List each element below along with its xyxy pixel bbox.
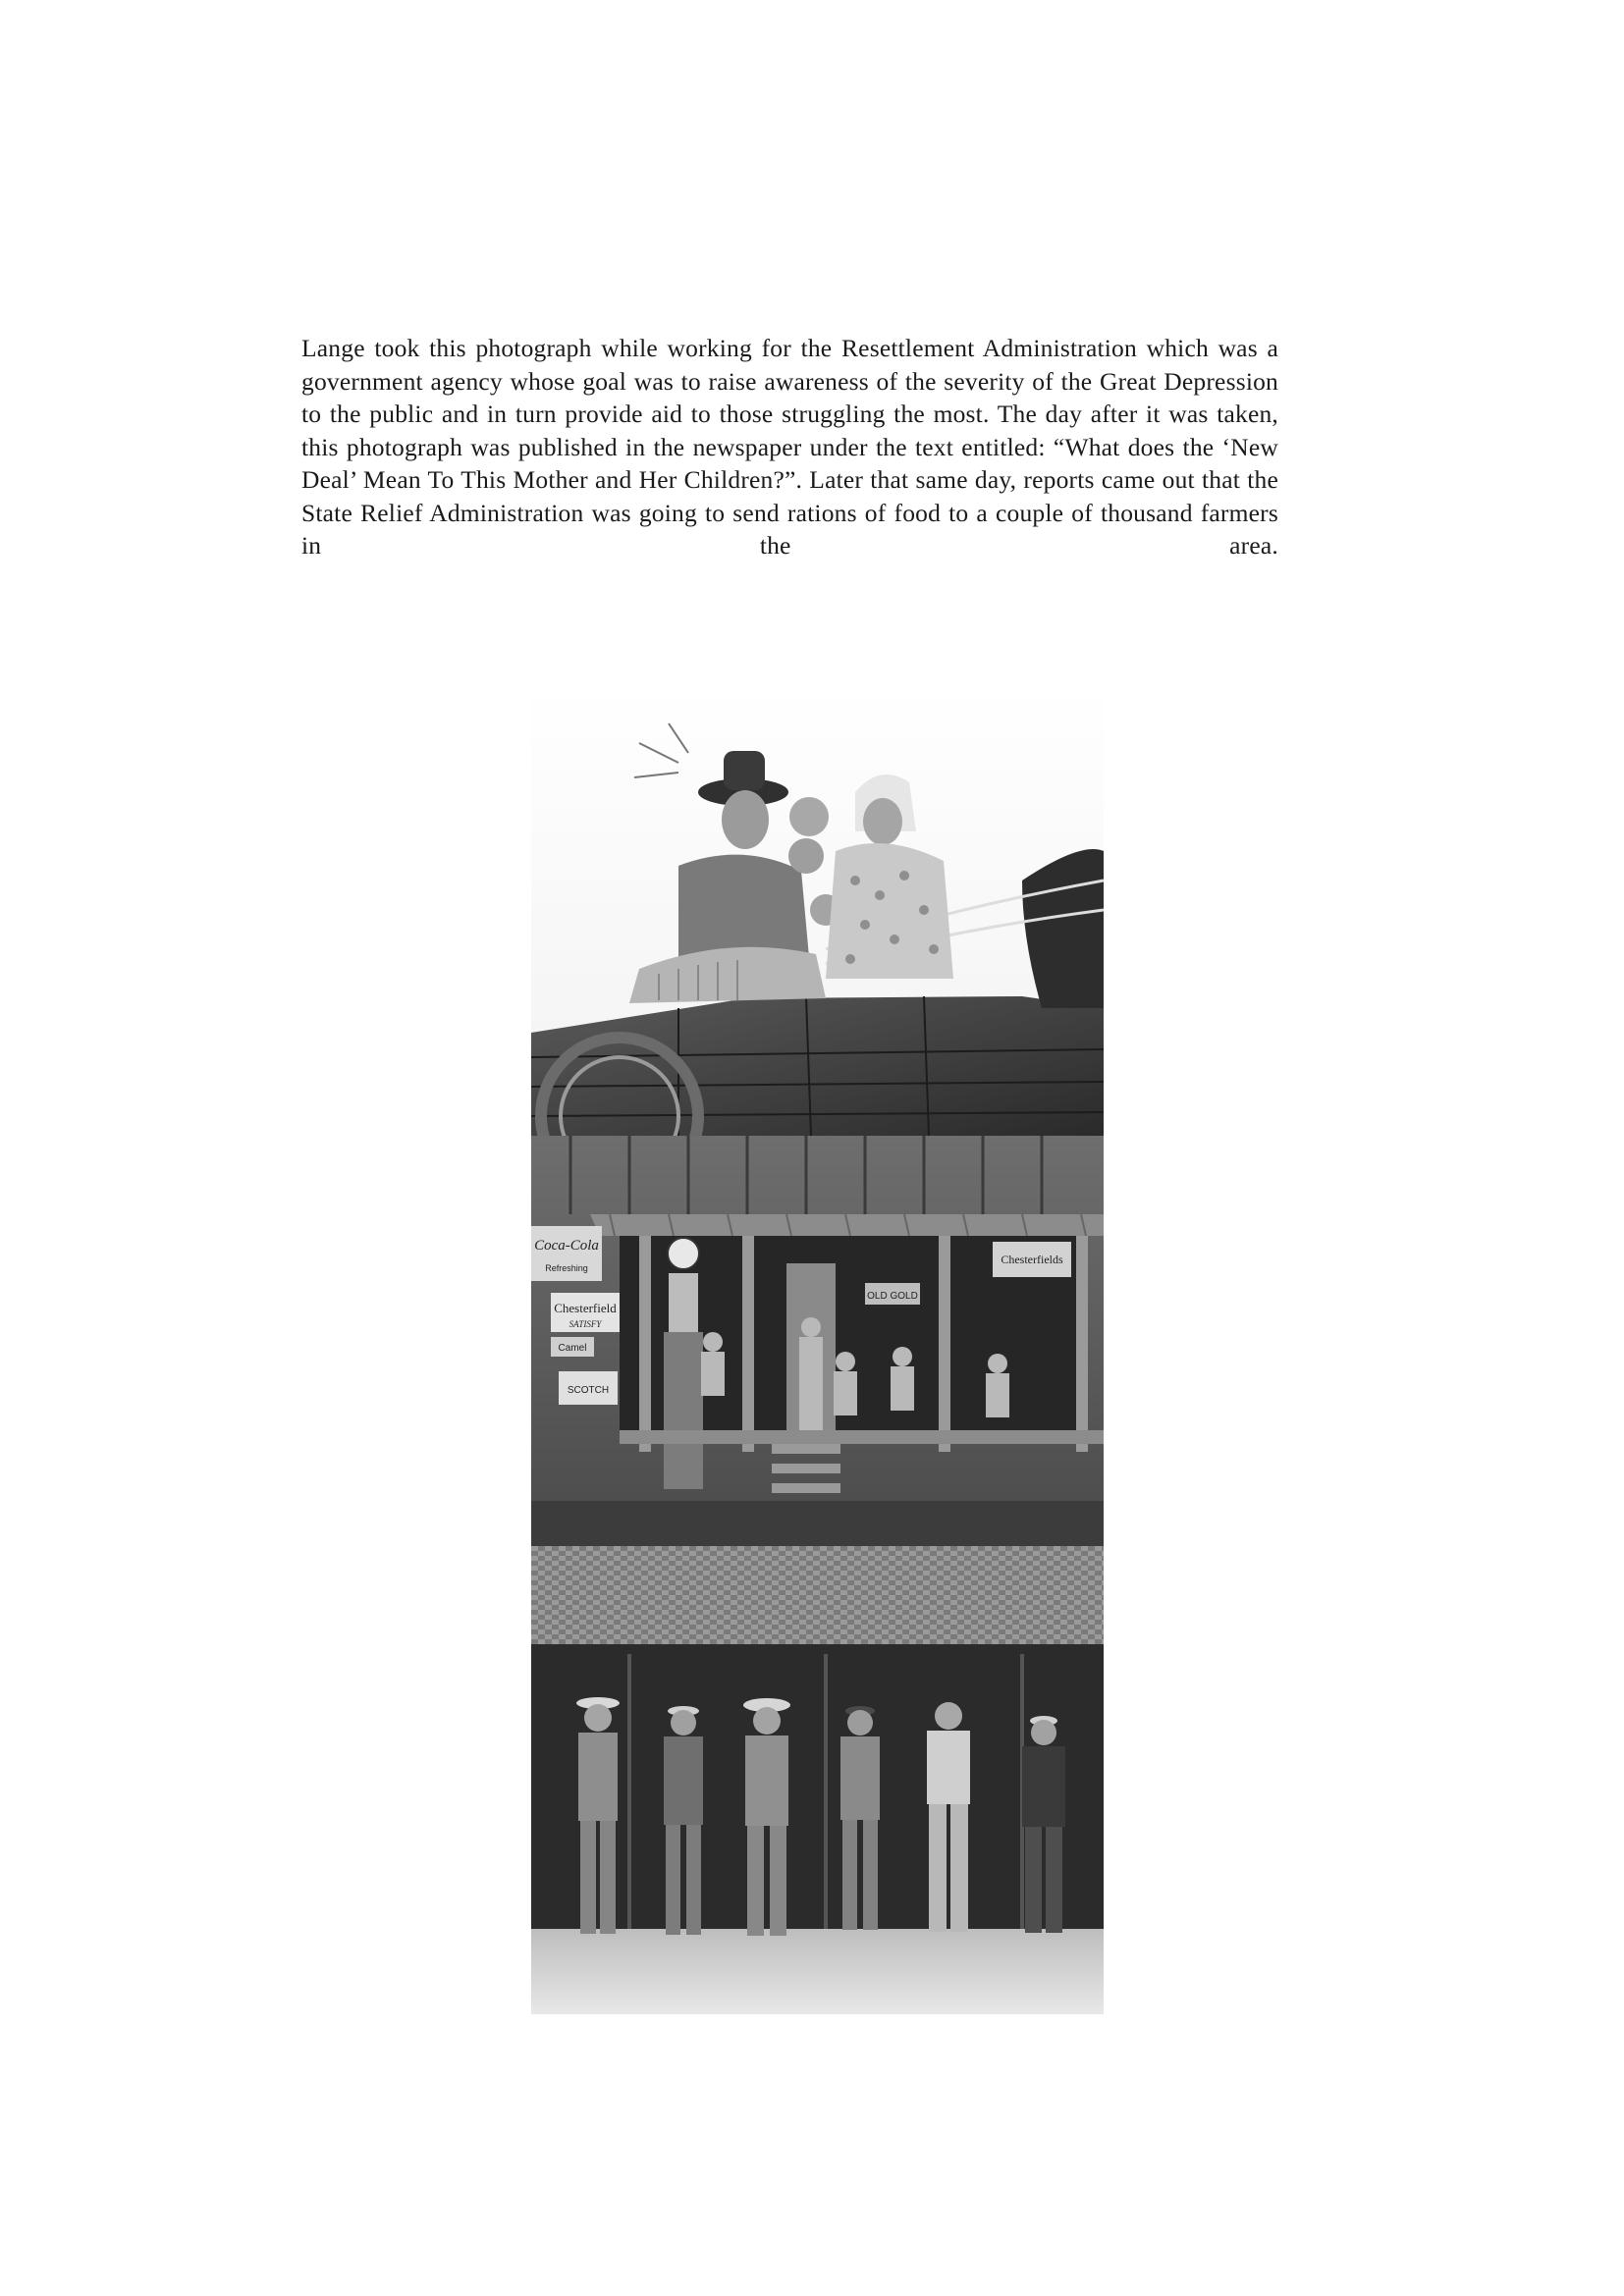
sign-camel: Camel — [558, 1343, 587, 1354]
photo-collage — [531, 684, 1104, 2014]
sign-old-gold: OLD GOLD — [867, 1291, 918, 1302]
sign-chesterfield: Chesterfield — [554, 1301, 617, 1315]
men-in-overalls-photo — [531, 1546, 1104, 2014]
family-on-wagon-image — [531, 684, 1104, 1136]
country-store-image — [531, 1136, 1104, 1546]
sign-refreshing: Refreshing — [545, 1263, 588, 1273]
family-on-wagon-photo — [531, 684, 1104, 1136]
body-paragraph: Lange took this photograph while working for the Resettlement Administration which was a government agency whose goal was to raise awareness of the severity of the Great Depression to the public and in turn provide aid to those struggling the most. The day after it was taken, this photograph was published in the newspaper under the text entitled: “What does the ‘New Deal’ Mean To This Mother and Her Children?”. Later that same day, reports came out that the State Relief Administration was going to send rations of food to a couple of thousand farmers in the area. — [301, 334, 1278, 560]
country-store-photo — [531, 1136, 1104, 1546]
men-in-overalls-image — [531, 1546, 1104, 2014]
sign-satisfy: SATISFY — [568, 1319, 602, 1329]
sign-coca-cola: Coca-Cola — [534, 1238, 599, 1254]
sign-scotch: SCOTCH — [567, 1385, 610, 1396]
sign-chesterfields: Chesterfields — [1001, 1253, 1063, 1266]
